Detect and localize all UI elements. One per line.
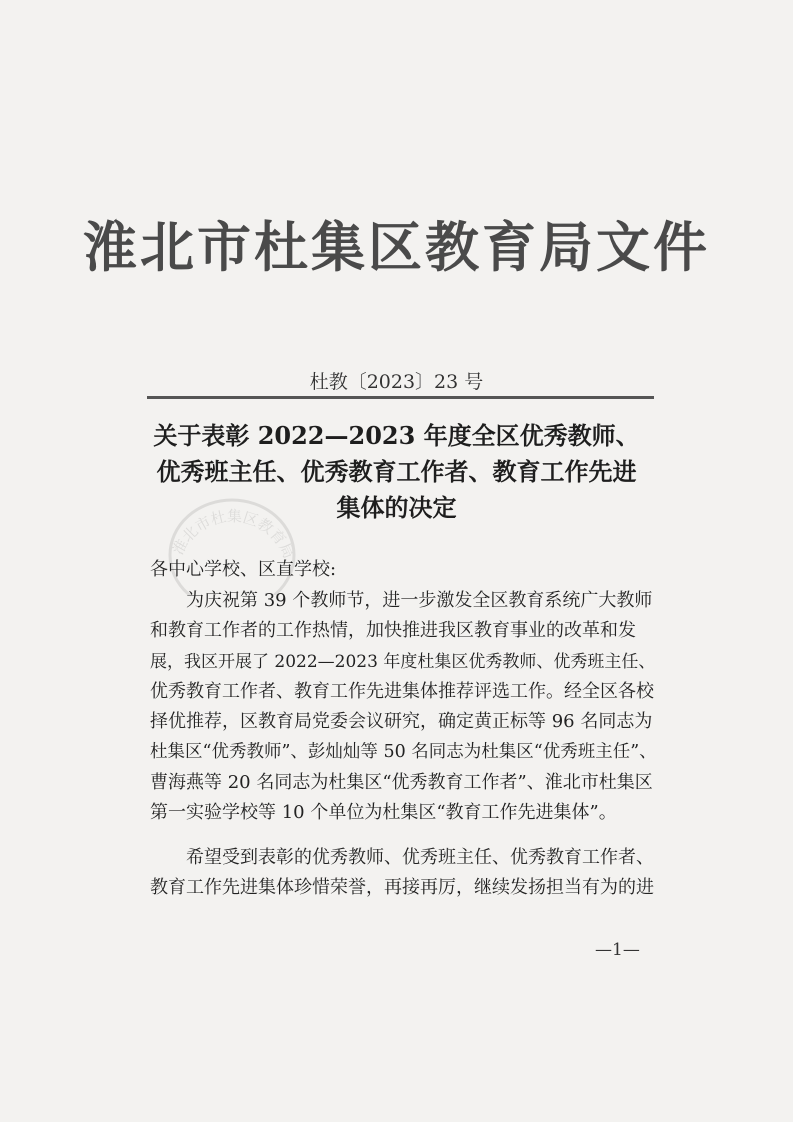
paragraph-line: 展，我区开展了 2022—2023 年度杜集区优秀教师、优秀班主任、 <box>150 651 656 672</box>
paragraph-line: 教育工作先进集体珍惜荣誉，再接再厉，继续发扬担当有为的进 <box>150 877 654 899</box>
paragraph-line: 择优推荐，区教育局党委会议研究，确定黄正标等 96 名同志为 <box>150 711 653 733</box>
body-paragraph-2 <box>150 843 660 904</box>
header-divider-rule <box>147 396 654 399</box>
title-line: 优秀班主任、优秀教育工作者、教育工作先进 <box>156 457 637 486</box>
seal-text: 淮北市杜集区教育局 <box>168 507 299 562</box>
paragraph-line: 优秀教育工作者、教育工作先进集体推荐评选工作。经全区各校 <box>150 680 654 702</box>
page-number: —1— <box>595 940 640 960</box>
paragraph-line: 曹海燕等 20 名同志为杜集区“优秀教育工作者”、淮北市杜集区 <box>150 771 653 793</box>
paragraph-line: 和教育工作者的工作热情，加快推进我区教育事业的改革和发 <box>150 620 636 642</box>
salutation: 各中心学校、区直学校: <box>150 559 337 580</box>
body-paragraph-1 <box>150 586 660 828</box>
paragraph-line: 希望受到表彰的优秀教师、优秀班主任、优秀教育工作者、 <box>150 847 654 868</box>
paragraph-line: 第一实验学校等 10 个单位为杜集区“教育工作先进集体”。 <box>150 802 617 824</box>
issuer-header-title: 淮北市杜集区教育局文件 <box>83 216 710 279</box>
paragraph-line: 杜集区“优秀教师”、彭灿灿等 50 名同志为杜集区“优秀班主任”、 <box>150 742 657 763</box>
title-line: 集体的决定 <box>336 493 457 522</box>
paragraph-line: 为庆祝第 39 个教师节，进一步激发全区教育系统广大教师 <box>150 590 653 611</box>
title-line: 关于表彰 2022—2023 年度全区优秀教师、 <box>153 421 640 450</box>
document-number: 杜教〔2023〕23 号 <box>309 371 484 393</box>
